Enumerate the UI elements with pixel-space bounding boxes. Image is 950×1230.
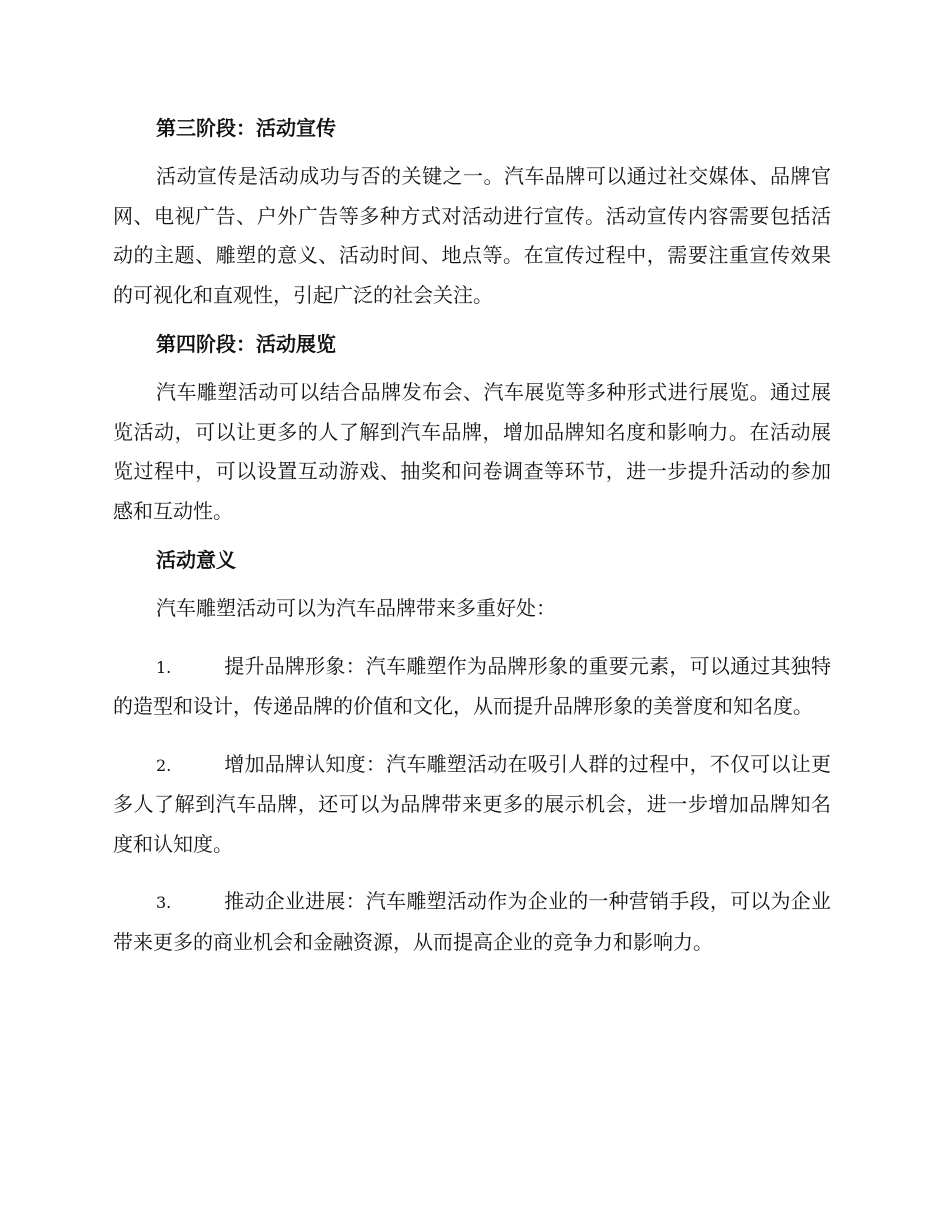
stage3-paragraph: 活动宣传是活动成功与否的关键之一。汽车品牌可以通过社交媒体、品牌官网、电视广告、户外广告等多种方式对活动进行宣传。活动宣传内容需要包括活动的主题、雕塑的意义、活动时间、地点等。在宣传过程中，需要注重宣传效果的可视化和直观性，引起广泛的社会关注。 — [113, 164, 831, 307]
document-page — [113, 108, 831, 980]
list-item-text: 推动企业进展：汽车雕塑活动作为企业的一种营销手段，可以为企业带来更多的商业机会和金融资源，从而提高企业的竞争力和影响力。 — [113, 889, 831, 954]
list-number: 3. — [156, 893, 172, 912]
list-item-text: 增加品牌认知度：汽车雕塑活动在吸引人群的过程中，不仅可以让更多人了解到汽车品牌，还可以为品牌带来更多的展示机会，进一步增加品牌知名度和认知度。 — [113, 751, 831, 856]
benefit-list-item-3 — [113, 882, 831, 962]
stage4-heading: 第四阶段：活动展览 — [156, 332, 336, 356]
stage4-paragraph: 汽车雕塑活动可以结合品牌发布会、汽车展览等多种形式进行展览。通过展览活动，可以让更多的人了解到汽车品牌，增加品牌知名度和影响力。在活动展览过程中，可以设置互动游戏、抽奖和问卷调查等环节，进一步提升活动的参加感和互动性。 — [113, 380, 831, 523]
significance-intro: 汽车雕塑活动可以为汽车品牌带来多重好处： — [156, 596, 556, 620]
benefit-list-item-2 — [113, 745, 831, 865]
list-number: 2. — [156, 755, 172, 775]
benefit-list-item-1 — [113, 647, 831, 727]
list-number: 1. — [156, 657, 172, 677]
significance-heading: 活动意义 — [156, 548, 236, 572]
stage3-heading: 第三阶段：活动宣传 — [156, 116, 336, 140]
list-item-text: 提升品牌形象：汽车雕塑作为品牌形象的重要元素，可以通过其独特的造型和设计，传递品牌的价值和文化，从而提升品牌形象的美誉度和知名度。 — [113, 653, 831, 718]
